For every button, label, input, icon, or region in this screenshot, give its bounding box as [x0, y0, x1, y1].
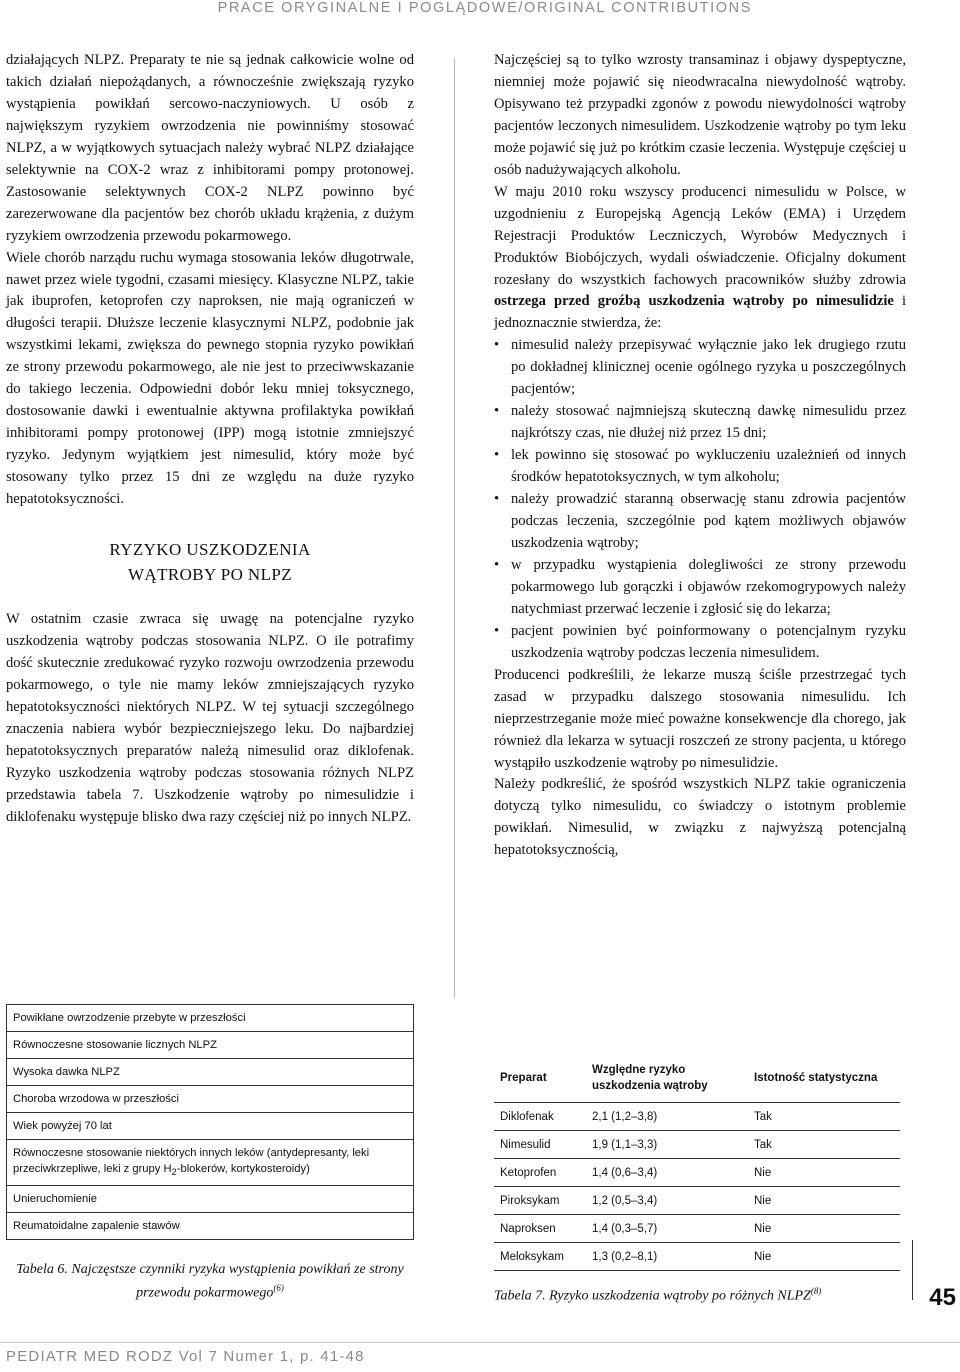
- table7-caption: [494, 1282, 894, 1306]
- table-row: [494, 1131, 900, 1159]
- column-separator: [454, 58, 455, 998]
- bullet-item: • pacjent powinien być poinformowany o potencjalnym ryzyku uszkodzenia wątroby podczas leczenia nimesulidem.: [494, 621, 906, 665]
- section-heading: [6, 537, 414, 587]
- risk-cell: 1,2 (0,5–3,4): [586, 1187, 748, 1215]
- section-heading-line: WĄTROBY PO NLPZ: [127, 565, 293, 585]
- significance-cell: Nie: [748, 1243, 900, 1271]
- drug-cell: Piroksykam: [494, 1187, 586, 1215]
- table-row: [7, 1113, 414, 1140]
- column-header: Istotność statystyczna: [748, 1054, 900, 1103]
- table-row: [494, 1187, 900, 1215]
- table-row: [494, 1159, 900, 1187]
- column-header: Preparat: [494, 1054, 586, 1103]
- table-row: [7, 1032, 414, 1059]
- caption-text: Tabela 6. Najczęstsze czynniki ryzyka wystąpienia powikłań ze strony przewodu pokarmowego: [16, 1262, 404, 1301]
- column-header: Względne ryzyko uszkodzenia wątroby: [586, 1054, 748, 1103]
- section-heading-line: RYZYKO USZKODZENIA: [109, 540, 311, 560]
- significance-cell: Tak: [748, 1131, 900, 1159]
- running-footer: PEDIATR MED RODZ Vol 7 Numer 1, p. 41-48: [6, 1348, 365, 1365]
- significance-cell: Nie: [748, 1159, 900, 1187]
- right-column: [494, 50, 906, 862]
- table-cell: Wysoka dawka NLPZ: [7, 1059, 414, 1086]
- risk-cell: 1,9 (1,1–3,3): [586, 1131, 748, 1159]
- table-cell: Powikłane owrzodzenie przebyte w przeszłości: [7, 1005, 414, 1032]
- body-paragraph: Wiele chorób narządu ruchu wymaga stosowania leków długotrwale, nawet przez wiele tygodni, czasami miesięcy. Klasyczne NLPZ, takie jak ibuprofen, ketoprofen czy naproksen, nie mają ograniczeń w długości terapii. Dłuższe leczenie klasycznymi NLPZ, podobnie jak wszystkimi lekami, zwiększa do pewnego stopnia ryzyko powikłań ze strony przewodu pokarmowego, ale nie jest to przeciwwskazanie do takiego leczenia. Odpowiedni dobór leku mniej toksycznego, dostosowanie dawki i ewentualnie aktywna profilaktyka powikłań inhibitorami pompy protonowej (IPP) mogą istotnie zmniejszyć ryzyko. Jedynym wyjątkiem jest nimesulid, który może być stosowany tylko przez 15 dni ze względu na duże ryzyko hepatotoksyczności.: [6, 249, 414, 508]
- risk-factors-table: [6, 1004, 414, 1240]
- significance-cell: Tak: [748, 1103, 900, 1131]
- drug-cell: Diklofenak: [494, 1103, 586, 1131]
- running-header: PRACE ORYGINALNE I POGLĄDOWE/ORIGINAL CONTRIBUTIONS: [217, 0, 752, 16]
- drug-cell: Ketoprofen: [494, 1159, 586, 1187]
- bullet-item: • w przypadku wystąpienia dolegliwości ze strony przewodu pokarmowego lub gorączki i objawów rzekomogrypowych należy natychmiast przerwać leczenie i zgłosić się do lekarza;: [494, 555, 906, 621]
- table-row: [7, 1059, 414, 1086]
- body-paragraph: [494, 182, 906, 336]
- left-column: [6, 50, 414, 829]
- bullet-item: • nimesulid należy przepisywać wyłącznie jako lek drugiego rzutu po dokładnej klinicznej ocenie ogólnego ryzyka u poszczególnych pacjentów;: [494, 335, 906, 401]
- caption-ref: (8): [810, 1286, 822, 1296]
- bullet-item: • należy stosować najmniejszą skuteczną dawkę nimesulidu przez najkrótszy czas, nie dłużej niż przez 15 dni;: [494, 401, 906, 445]
- table-cell: Równoczesne stosowanie licznych NLPZ: [7, 1032, 414, 1059]
- bullet-item: • należy prowadzić staranną obserwację stanu zdrowia pacjentów podczas leczenia, szczególnie pod kątem możliwych objawów uszkodzenia wątroby;: [494, 489, 906, 555]
- risk-cell: 1,4 (0,6–3,4): [586, 1159, 748, 1187]
- table-cell: Wiek powyżej 70 lat: [7, 1113, 414, 1140]
- significance-cell: Nie: [748, 1215, 900, 1243]
- body-paragraph: Należy podkreślić, że spośród wszystkich NLPZ takie ograniczenia dotyczą tylko nimesulidu, co świadczy o istotnym problemie powikłań. Nimesulid, w związku z najwyższą potencjalną hepatotoksycznością,: [494, 776, 906, 859]
- body-text: i jednoznacznie stwierdza, że:: [494, 293, 907, 332]
- table-row: [494, 1243, 900, 1271]
- caption-text: Tabela 7. Ryzyko uszkodzenia wątroby po różnych NLPZ: [494, 1288, 811, 1304]
- page-number: 45: [929, 1284, 956, 1311]
- table-row: [7, 1213, 414, 1240]
- table-row: [7, 1005, 414, 1032]
- drug-cell: Naproksen: [494, 1215, 586, 1243]
- body-paragraph: działających NLPZ. Preparaty te nie są jednak całkowicie wolne od takich działań niepożądanych, a równocześnie zwiększają ryzyko wystąpienia powikłań sercowo-naczyniowych. U osób z największym ryzykiem owrzodzenia nie powinniśmy stosować NLPZ, a w wyjątkowych sytuacjach należy wybrać NLPZ działające selektywnie na COX-2 wraz z inhibitorami pompy protonowej. Zastosowanie selektywnych COX-2 NLPZ powinno być zarezerwowane dla pacjentów bez chorób układu krążenia, z dużym ryzykiem owrzodzenia przewodu pokarmowego.: [6, 52, 414, 244]
- table-cell: Choroba wrzodowa w przeszłości: [7, 1086, 414, 1113]
- risk-cell: 1,4 (0,3–5,7): [586, 1215, 748, 1243]
- risk-cell: 2,1 (1,2–3,8): [586, 1103, 748, 1131]
- table-cell: Unieruchomienie: [7, 1186, 414, 1213]
- subscript: 2: [171, 1167, 177, 1178]
- cell-text: Równoczesne stosowanie niektórych innych leków (antydepresanty, leki przeciwkrzepliwe, leki z grupy H: [13, 1147, 370, 1175]
- page-number-rule: [912, 1240, 913, 1300]
- emphasis-text: ostrzega przed groźbą uszkodzenia wątroby po nimesulidzie: [494, 293, 894, 310]
- cell-text: -blokerów, kortykosteroidy): [176, 1163, 310, 1175]
- table-row: [7, 1186, 414, 1213]
- risk-cell: 1,3 (0,2–8,1): [586, 1243, 748, 1271]
- footer-rule: [0, 1342, 960, 1343]
- bullet-item: • lek powinno się stosować po wykluczeniu uzależnień od innych środków hepatotoksycznych, w tym alkoholu;: [494, 445, 906, 489]
- bullet-list: [494, 335, 906, 664]
- drug-cell: Meloksykam: [494, 1243, 586, 1271]
- table-row: [7, 1140, 414, 1186]
- caption-ref: (6): [273, 1283, 284, 1293]
- body-paragraph: Producenci podkreślili, że lekarze muszą ściśle przestrzegać tych zasad w przypadku dalszego stosowania nimesulidu. Ich nieprzestrzeganie może mieć poważne konsekwencje dla chorego, jak również dla lekarza w sytuacji roszczeń ze strony pacjenta, u którego wystąpiło uszkodzenie wątroby po nimesulidzie.: [494, 666, 906, 771]
- body-text: W maju 2010 roku wszyscy producenci nimesulidu w Polsce, w uzgodnieniu z Europejską Agencją Leków (EMA) i Urzędem Rejestracji Produktów Leczniczych, Wyrobów Medycznych i Produktów Biobójczych, wydali oświadczenie. Oficjalny dokument rozesłany do wszystkich fachowych pracowników służby zdrowia: [494, 183, 906, 288]
- table-cell: Reumatoidalne zapalenie stawów: [7, 1213, 414, 1240]
- table-cell: [7, 1140, 414, 1186]
- table-row: [494, 1103, 900, 1131]
- body-paragraph: W ostatnim czasie zwraca się uwagę na potencjalne ryzyko uszkodzenia wątroby podczas stosowania NLPZ. O ile potrafimy dość skutecznie zredukować ryzyko rozwoju owrzodzenia przewodu pokarmowego, o tyle nie mamy leków zmniejszających ryzyko hepatotoksyczności niektórych NLPZ. W tej sytuacji szczególnego znaczenia nabiera wybór bezpieczniejszego leku. Do najbardziej hepatotoksycznych preparatów należą nimesulid oraz diklofenak. Ryzyko uszkodzenia wątroby podczas stosowania różnych NLPZ przedstawia tabela 7. Uszkodzenie wątroby po nimesulidzie i diklofenaku występuje blisko dwa razy częściej niż po innych NLPZ.: [6, 611, 414, 825]
- body-paragraph: Najczęściej są to tylko wzrosty transaminaz i objawy dyspeptyczne, niemniej może pojawić się nieodwracalna niewydolność wątroby. Opisywano też przypadki zgonów z powodu niewydolności wątroby pacjentów leczonych nimesulidem. Uszkodzenie wątroby po tym leku może pojawić się już po krótkim czasie leczenia. Występuje częściej u osób nadużywających alkoholu.: [494, 52, 906, 178]
- table-header-row: [494, 1054, 900, 1103]
- drug-cell: Nimesulid: [494, 1131, 586, 1159]
- table-row: [494, 1215, 900, 1243]
- table-row: [7, 1086, 414, 1113]
- table6-caption: [6, 1260, 414, 1303]
- significance-cell: Nie: [748, 1187, 900, 1215]
- liver-risk-table: [494, 1054, 900, 1271]
